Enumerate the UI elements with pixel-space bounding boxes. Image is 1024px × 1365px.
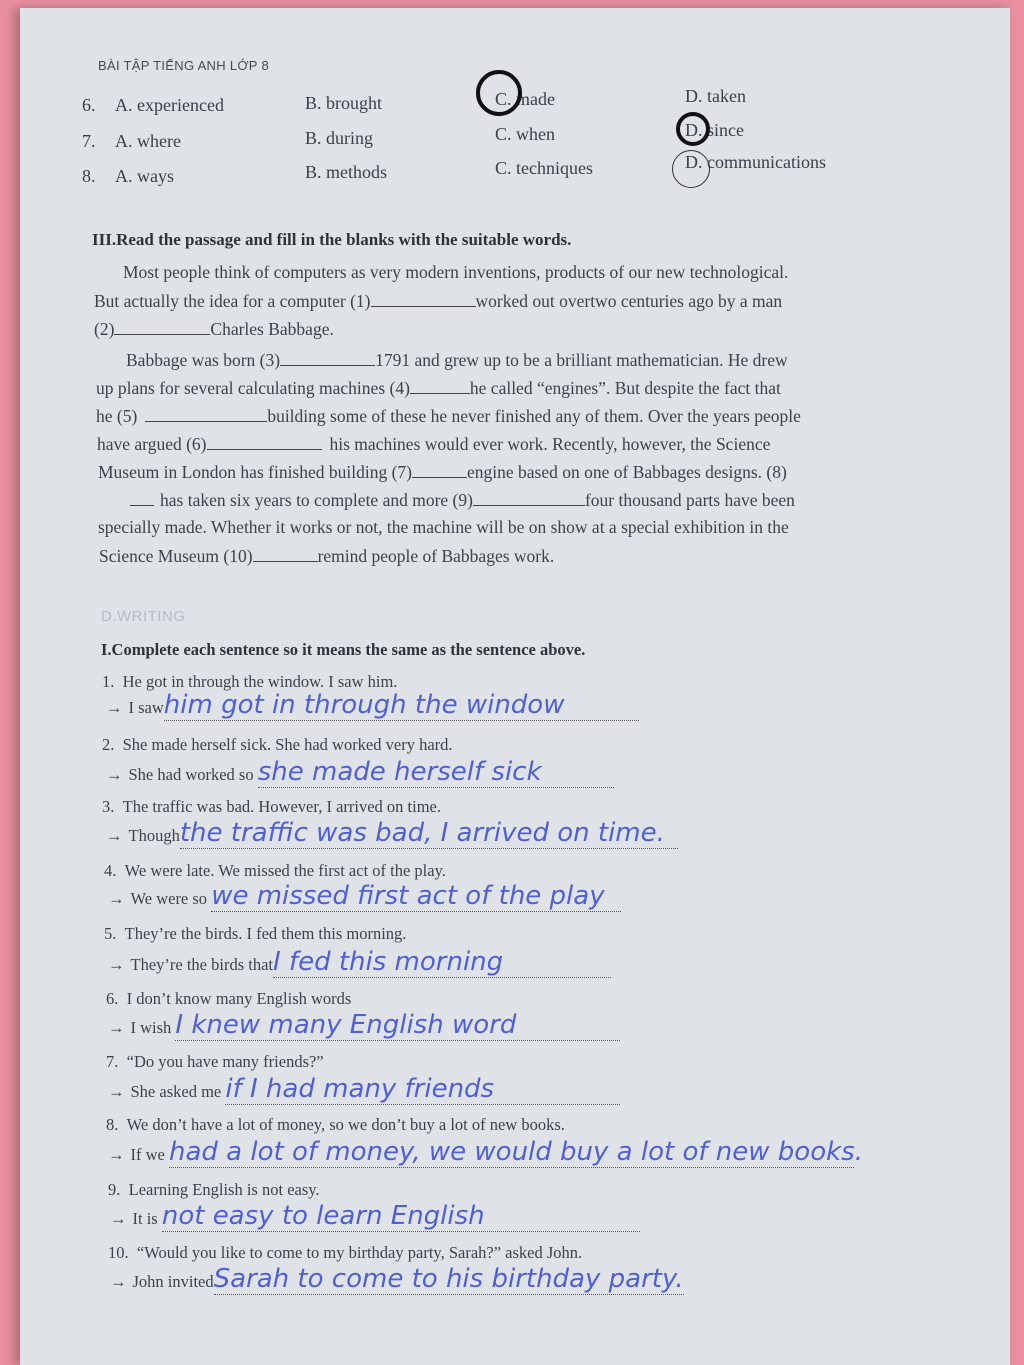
handwritten-answer: the traffic was bad, I arrived on time. xyxy=(179,818,665,848)
passage-line xyxy=(123,262,788,283)
option-c: C. when xyxy=(495,124,555,144)
option-a: A. ways xyxy=(115,166,174,186)
answer-line xyxy=(110,1201,640,1232)
mc-num: 7. xyxy=(82,131,96,151)
answer-prefix: John invited xyxy=(132,1272,214,1291)
arrow-icon: → xyxy=(106,765,123,784)
question-number: 4. xyxy=(104,861,117,880)
answer-prefix: She asked me xyxy=(130,1082,222,1101)
answer-line xyxy=(108,1074,620,1105)
question-number: 2. xyxy=(102,735,115,754)
answer-prefix: They’re the birds that xyxy=(130,955,273,974)
handwritten-answer: I knew many English word xyxy=(175,1010,517,1040)
answer-line xyxy=(106,818,678,849)
answer-field[interactable] xyxy=(164,690,639,721)
passage-line xyxy=(94,319,334,340)
passage-line xyxy=(96,406,801,427)
blank-1[interactable] xyxy=(371,292,476,307)
passage-text: building some of these he never finished any of them. Over the years people xyxy=(267,406,801,426)
question-number: 9. xyxy=(108,1180,121,1199)
answer-line xyxy=(108,947,611,978)
answer-prefix: Though xyxy=(128,826,180,845)
blank-3[interactable] xyxy=(280,351,375,366)
question-number: 3. xyxy=(102,797,115,816)
answer-line xyxy=(108,1010,620,1041)
worksheet-header: BÀI TẬP TIẾNG ANH LỚP 8 xyxy=(98,58,269,73)
passage-line xyxy=(94,291,782,312)
option-b: B. during xyxy=(305,128,374,148)
question xyxy=(106,1115,565,1135)
passage-text: up plans for several calculating machines (4) xyxy=(96,378,410,398)
passage-text: Science Museum (10) xyxy=(99,546,253,566)
question-text: They’re the birds. I fed them this morning. xyxy=(124,924,407,943)
passage-text: remind people of Babbages work. xyxy=(317,546,555,566)
passage-text: Museum in London has finished building (7) xyxy=(98,462,413,482)
answer-line xyxy=(106,690,639,721)
question xyxy=(108,1180,320,1200)
passage-text: worked out overtwo centuries ago by a man xyxy=(475,291,783,311)
passage-text: he called “engines”. But despite the fact that xyxy=(469,378,781,398)
answer-field[interactable] xyxy=(175,1010,620,1041)
answer-field[interactable] xyxy=(258,757,614,788)
passage-line xyxy=(130,490,795,511)
question-text: She made herself sick. She had worked very hard. xyxy=(122,735,453,754)
answer-prefix: I wish xyxy=(130,1018,172,1037)
arrow-icon: → xyxy=(106,826,123,845)
answer-field[interactable] xyxy=(225,1074,620,1105)
answer-circle-7d xyxy=(676,112,710,146)
answer-line xyxy=(110,1264,684,1295)
option-b: B. methods xyxy=(305,162,388,182)
answer-field[interactable] xyxy=(273,947,611,978)
handwritten-answer: she made herself sick xyxy=(257,757,542,787)
question-number: 5. xyxy=(104,924,117,943)
blank-9[interactable] xyxy=(473,491,585,506)
passage-text: 1791 and grew up to be a brilliant mathematician. He drew xyxy=(375,350,788,370)
arrow-icon: → xyxy=(110,1209,127,1228)
mc-num: 8. xyxy=(82,166,96,186)
option-a: A. experienced xyxy=(115,95,224,115)
option-d: D. taken xyxy=(685,86,746,106)
handwritten-answer: had a lot of money, we would buy a lot of new books. xyxy=(168,1137,863,1167)
passage-text: (2) xyxy=(94,319,115,339)
question-number: 10. xyxy=(108,1243,129,1262)
option-c: C. techniques xyxy=(495,158,593,178)
question-text: “Do you have many friends?” xyxy=(126,1052,324,1071)
arrow-icon: → xyxy=(108,1082,125,1101)
option-b: B. brought xyxy=(305,93,383,113)
question-text: We were late. We missed the first act of the play. xyxy=(124,861,446,880)
blank-6[interactable] xyxy=(207,435,322,450)
arrow-icon: → xyxy=(108,955,125,974)
passage-text: Charles Babbage. xyxy=(210,319,334,339)
blank-8[interactable] xyxy=(130,491,154,506)
question-number: 1. xyxy=(102,672,115,691)
question-text: “Would you like to come to my birthday party, Sarah?” asked John. xyxy=(136,1243,583,1262)
answer-field[interactable] xyxy=(180,818,678,849)
handwritten-answer: him got in through the window xyxy=(163,690,565,720)
answer-line xyxy=(106,757,614,788)
question-text: Learning English is not easy. xyxy=(128,1180,320,1199)
passage-text: his machines would ever work. Recently, however, the Science xyxy=(329,434,771,454)
answer-prefix: It is xyxy=(132,1209,158,1228)
question xyxy=(102,797,441,817)
arrow-icon: → xyxy=(108,1018,125,1037)
passage-line xyxy=(98,462,787,483)
passage-line xyxy=(126,350,788,371)
question-number: 7. xyxy=(106,1052,119,1071)
arrow-icon: → xyxy=(110,1272,127,1291)
option-c: C. made xyxy=(495,89,555,109)
blank-4[interactable] xyxy=(410,379,470,394)
question-number: 6. xyxy=(106,989,119,1008)
answer-line xyxy=(108,881,621,912)
option-a: A. where xyxy=(115,131,181,151)
answer-prefix: We were so xyxy=(130,889,208,908)
blank-7[interactable] xyxy=(412,463,467,478)
passage-text: Babbage was born (3) xyxy=(126,350,281,370)
option-d: D. since xyxy=(685,120,744,140)
answer-circle-6c xyxy=(476,70,522,116)
passage-text: he (5) xyxy=(96,406,138,426)
handwritten-answer: if I had many friends xyxy=(225,1074,495,1104)
passage-text: engine based on one of Babbages designs. (8) xyxy=(467,462,787,482)
section-title: D.WRITING xyxy=(101,608,186,625)
answer-field[interactable] xyxy=(162,1201,640,1232)
handwritten-answer: I fed this morning xyxy=(273,947,504,977)
question xyxy=(106,1052,324,1072)
answer-prefix: She had worked so xyxy=(128,765,254,784)
blank-2[interactable] xyxy=(114,320,210,335)
question xyxy=(104,924,406,944)
question-text: The traffic was bad. However, I arrived on time. xyxy=(122,797,441,816)
passage-line xyxy=(98,517,789,538)
answer-field[interactable] xyxy=(211,881,621,912)
arrow-icon: → xyxy=(106,698,123,717)
worksheet-page xyxy=(20,8,1010,1365)
handwritten-answer: Sarah to come to his birthday party. xyxy=(213,1264,684,1294)
blank-10[interactable] xyxy=(253,547,318,562)
passage-text: But actually the idea for a computer (1) xyxy=(94,291,371,311)
question xyxy=(106,989,351,1009)
passage-text: specially made. Whether it works or not, the machine will be on show at a special exhibition in the xyxy=(98,517,789,537)
answer-prefix: I saw xyxy=(128,698,164,717)
question xyxy=(108,1243,582,1263)
question xyxy=(102,672,397,692)
arrow-icon: → xyxy=(108,889,125,908)
writing-heading: I.Complete each sentence so it means the same as the sentence above. xyxy=(101,640,586,659)
arrow-icon: → xyxy=(108,1145,125,1164)
answer-circle-8d xyxy=(672,150,710,188)
passage-text: four thousand parts have been xyxy=(584,490,795,510)
blank-5[interactable] xyxy=(145,407,267,422)
answer-field[interactable] xyxy=(214,1264,684,1295)
option-d: D. communications xyxy=(685,152,826,172)
passage-line xyxy=(99,546,554,567)
question xyxy=(104,861,446,881)
answer-prefix: If we xyxy=(130,1145,165,1164)
passage-text: have argued (6) xyxy=(97,434,207,454)
passage-line xyxy=(96,378,781,399)
question-text: I don’t know many English words xyxy=(126,989,352,1008)
answer-field[interactable] xyxy=(168,1137,863,1168)
passage-text: has taken six years to complete and more (9) xyxy=(160,490,473,510)
question-number: 8. xyxy=(106,1115,119,1134)
handwritten-answer: we missed first act of the play xyxy=(211,881,605,911)
question-text: We don’t have a lot of money, so we don’t buy a lot of new books. xyxy=(126,1115,565,1134)
answer-line xyxy=(108,1137,863,1168)
question xyxy=(102,735,453,755)
question-text: He got in through the window. I saw him. xyxy=(122,672,398,691)
handwritten-answer: not easy to learn English xyxy=(161,1201,485,1231)
reading-heading: III.Read the passage and fill in the blanks with the suitable words. xyxy=(92,230,572,249)
mc-num: 6. xyxy=(82,95,96,115)
passage-line xyxy=(97,434,770,455)
passage-text: Most people think of computers as very modern inventions, products of our new technological. xyxy=(123,262,789,282)
